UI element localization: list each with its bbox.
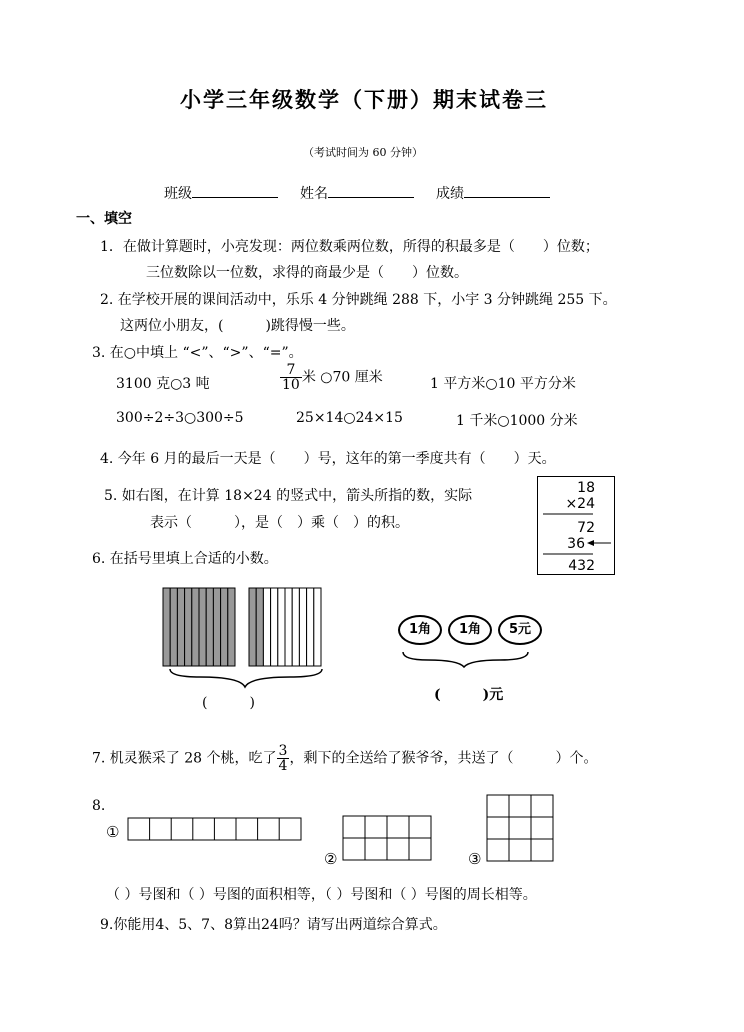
class-label: 班级 <box>164 186 192 202</box>
q3-item-5: 25×14○24×15 <box>296 410 403 426</box>
q7: 7. 机灵猴采了 28 个桃，吃了 $\frac{3}{4}$ ，剩下的全送给了猴爷爷，共送了（ ）个。 <box>92 743 598 774</box>
fraction: $\frac{3}{4}$ <box>278 743 288 774</box>
page-title: 小学三年级数学（下册）期末试卷三 <box>180 87 548 112</box>
fig-label-2: ② <box>324 850 338 868</box>
q5-line2: 表示（ ），是（ ）乘（ ）的积。 <box>150 515 409 531</box>
coin-brace <box>398 650 538 670</box>
calc-product: 432 <box>568 558 595 574</box>
fraction: $\frac{7}{10}$ <box>282 362 300 393</box>
q4: 4. 今年 6 月的最后一天是（ ）号，这年的第一季度共有（ ）天。 <box>100 451 556 467</box>
calc-multiplier: ×24 <box>565 496 595 512</box>
shaded-column <box>228 588 235 666</box>
q3-item-4: 300÷2÷3○300÷5 <box>116 410 244 426</box>
q8-figures <box>100 790 570 870</box>
q2-line1: 2. 在学校开展的课间活动中，乐乐 4 分钟跳绳 288 下，小宇 3 分钟跳绳 255 下。 <box>100 292 617 308</box>
q3-item-2: $\frac{7}{10}$ 米 ○70 厘米 <box>282 362 383 393</box>
name-label: 姓名 <box>300 186 328 202</box>
empty-column <box>271 588 278 666</box>
q2-line2: 这两位小朋友，( )跳得慢一些。 <box>120 318 355 334</box>
shaded-column <box>206 588 213 666</box>
q8-label: 8. <box>92 798 106 814</box>
exam-duration: （考试时间为 60 分钟） <box>303 146 423 159</box>
shaded-column <box>199 588 206 666</box>
shaded-column <box>256 588 263 666</box>
q3-item-1: 3100 克○3 吨 <box>116 376 210 392</box>
class-input[interactable] <box>192 197 278 198</box>
arrow-icon <box>587 540 594 546</box>
q6-yuan-answer: ( )元 <box>434 687 504 703</box>
empty-column <box>292 588 299 666</box>
section-heading: 一、填空 <box>76 211 132 227</box>
q6-prompt: 6. 在括号里填上合适的小数。 <box>92 551 278 567</box>
empty-column <box>307 588 314 666</box>
q5-line1: 5. 如右图，在计算 18×24 的竖式中，箭头所指的数，实际 <box>104 488 473 504</box>
coin-1: 1角 <box>398 615 442 645</box>
shaded-column <box>185 588 192 666</box>
shaded-column <box>177 588 184 666</box>
q1-line1: 1．在做计算题时，小亮发现：两位数乘两位数，所得的积最多是（ ）位数； <box>100 239 599 255</box>
q3-item-6: 1 千米○1000 分米 <box>456 413 578 429</box>
vertical-multiplication <box>537 476 617 576</box>
q9: 9.你能用4、5、7、8算出24吗？请写出两道综合算式。 <box>100 917 447 933</box>
shaded-column <box>213 588 220 666</box>
brace <box>170 669 322 687</box>
shaded-column <box>170 588 177 666</box>
empty-column <box>314 588 321 666</box>
calc-multiplicand: 18 <box>577 480 595 496</box>
fig-label-3: ③ <box>468 850 482 868</box>
q3-item-3: 1 平方米○10 平方分米 <box>430 376 576 392</box>
shaded-column <box>163 588 170 666</box>
empty-column <box>285 588 292 666</box>
score-label: 成绩 <box>436 186 464 202</box>
score-input[interactable] <box>464 197 550 198</box>
shaded-column <box>249 588 256 666</box>
shaded-column <box>192 588 199 666</box>
calc-partial-2: 36 <box>567 536 585 552</box>
grid-left <box>163 588 235 666</box>
q6-grid-answer: ( ) <box>202 695 255 711</box>
q8-answer: （ ）号图和（ ）号图的面积相等，（ ）号图和（ ）号图的周长相等。 <box>106 887 537 903</box>
coin-2: 1角 <box>448 615 492 645</box>
coin-3: 5元 <box>498 615 542 645</box>
grid-right <box>249 588 321 666</box>
q1-line2: 三位数除以一位数，求得的商最少是（ ）位数。 <box>146 265 468 281</box>
figure-2 <box>343 816 431 860</box>
shaded-column <box>221 588 228 666</box>
calc-partial-1: 72 <box>577 520 595 536</box>
empty-column <box>263 588 270 666</box>
empty-column <box>299 588 306 666</box>
fig-label-1: ① <box>106 823 120 841</box>
figure-1 <box>128 818 301 840</box>
name-input[interactable] <box>328 197 414 198</box>
q3-prompt: 3. 在○中填上 “<”、“>”、“=”。 <box>92 345 303 361</box>
empty-column <box>278 588 285 666</box>
figure-3 <box>487 795 553 861</box>
